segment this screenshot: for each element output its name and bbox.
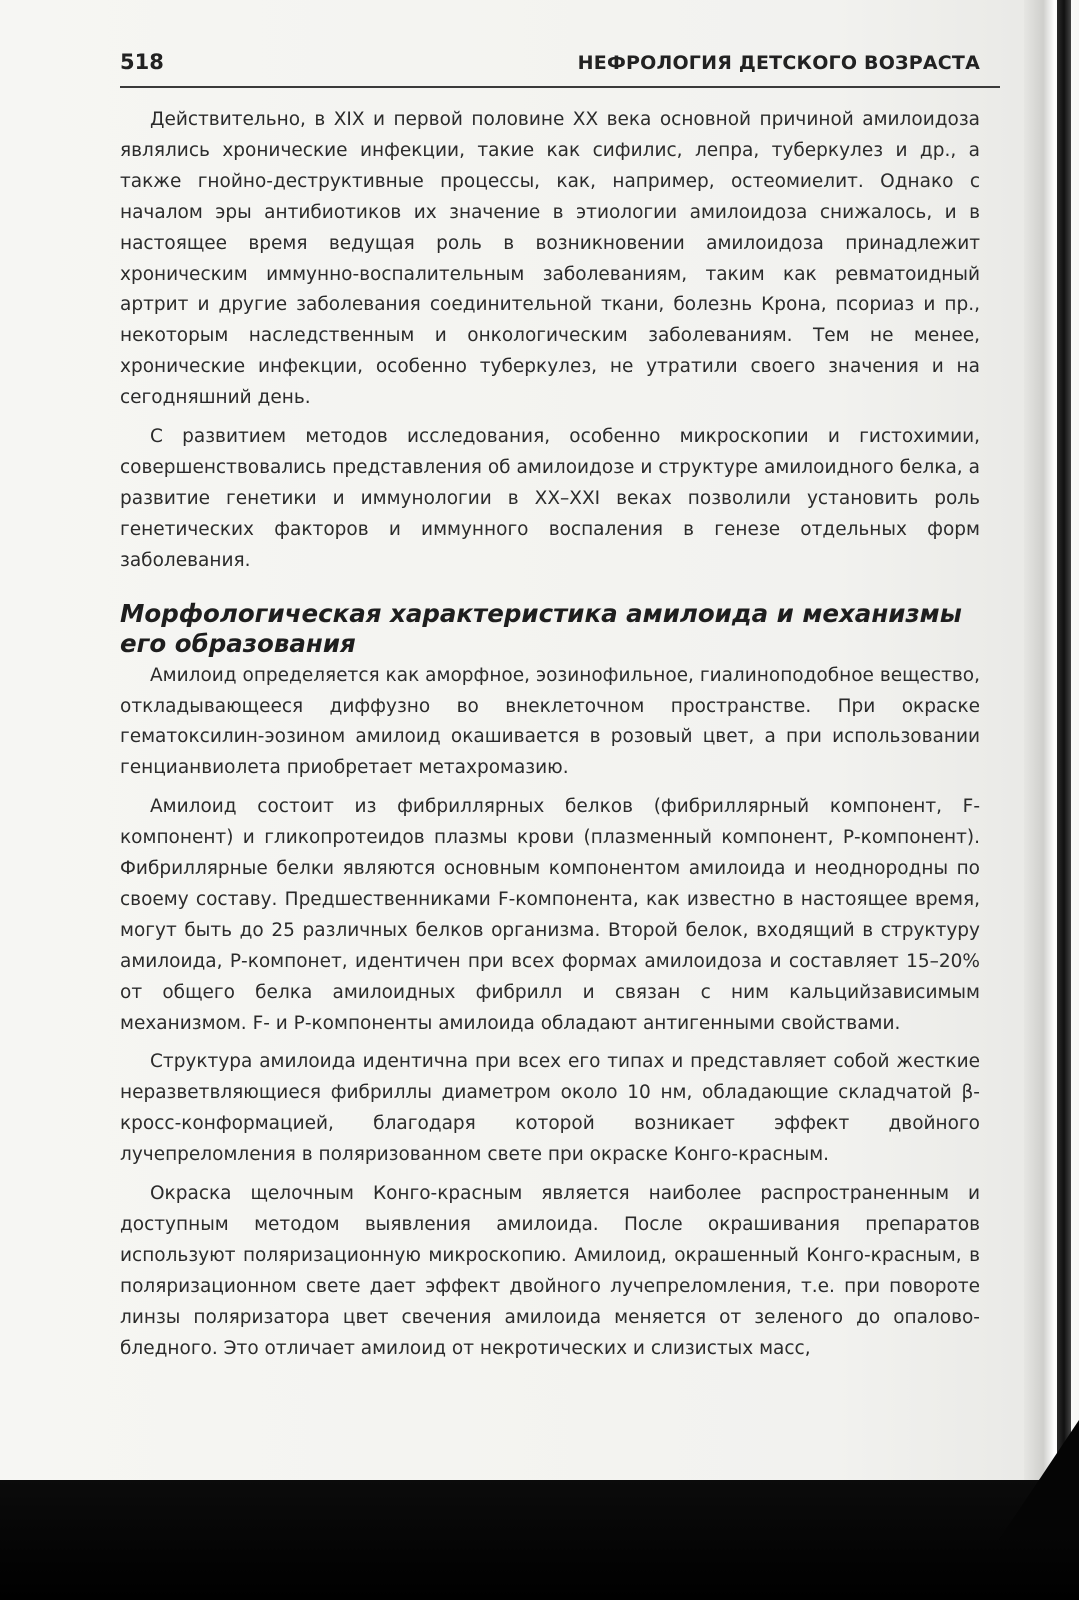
paragraph-5: Структура амилоида идентична при всех его типах и представляет собой жесткие неразветвляющиеся фибриллы диаметром около 10 нм, обладающие складчатой β-кросс-конформацией, благодаря которой возникает эффект двойного лучепреломления в поляризованном свете при окраске Конго-красным.	[120, 1051, 980, 1166]
body-text	[120, 105, 980, 1373]
section-title: Морфологическая характеристика амилоида и механизмы его образования	[120, 598, 962, 658]
header-rule	[120, 86, 1000, 88]
page-number: 518	[120, 50, 164, 74]
paragraph-4: Амилоид состоит из фибриллярных белков (фибриллярный компонент, F-компонент) и гликопротеидов плазмы крови (плазменный компонент, Р-компонент). Фибриллярные белки являются основным компонентом амилоида и неоднородны по своему составу. Предшественниками F-компонента, как известно в настоящее время, могут быть до 25 различных белков организма. Второй белок, входящий в структуру амилоида, Р-компонет, идентичен при всех формах амилоидоза и составляет 15–20% от общего белка амилоидных фибрилл и связан с ним кальцийзависимым механизмом. F- и Р-компоненты амилоида обладают антигенными свойствами.	[120, 796, 980, 1034]
paragraph-1: Действительно, в XIX и первой половине XX века основной причиной амилоидоза являлись хронические инфекции, такие как сифилис, лепра, туберкулез и др., а также гнойно-деструктивные процессы, как, например, остеомиелит. Однако с началом эры антибиотиков их значение в этиологии амилоидоза снижалось, и в настоящее время ведущая роль в возникновении амилоидоза принадлежит хроническим иммунно-воспалительным заболеваниям, таким как ревматоидный артрит и другие заболевания соединительной ткани, болезнь Крона, псориаз и пр., некоторым наследственным и онкологическим заболеваниям. Тем не менее, хронические инфекции, особенно туберкулез, не утратили своего значения и на сегодняшний день.	[120, 109, 980, 409]
book-spine-shadow	[1057, 0, 1071, 1470]
scan-bottom-shadow	[0, 1480, 1079, 1600]
paragraph-2: С развитием методов исследования, особенно микроскопии и гистохимии, совершенствовались представления об амилоидозе и структуре амилоидного белка, а развитие генетики и иммунологии в XX–XXI веках позволили установить роль генетических факторов и иммунного воспаления в генезе отдельных форм заболевания.	[120, 426, 980, 571]
paragraph-3: Амилоид определяется как аморфное, эозинофильное, гиалиноподобное вещество, откладывающееся диффузно во внеклеточном пространстве. При окраске гематоксилин-эозином амилоид окашивается в розовый цвет, а при использовании генцианвиолета приобретает метахромазию.	[120, 664, 980, 779]
paragraph-6: Окраска щелочным Конго-красным является наиболее распространенным и доступным методом выявления амилоида. После окрашивания препаратов используют поляризационную микроскопию. Амилоид, окрашенный Конго-красным, в поляризационном свете дает эффект двойного лучепреломления, т.е. при повороте линзы поляризатора цвет свечения амилоида меняется от зеленого до опалово-бледного. Это отличает амилоид от некротических и слизистых масс,	[120, 1183, 980, 1359]
running-title: НЕФРОЛОГИЯ ДЕТСКОГО ВОЗРАСТА	[577, 52, 980, 74]
